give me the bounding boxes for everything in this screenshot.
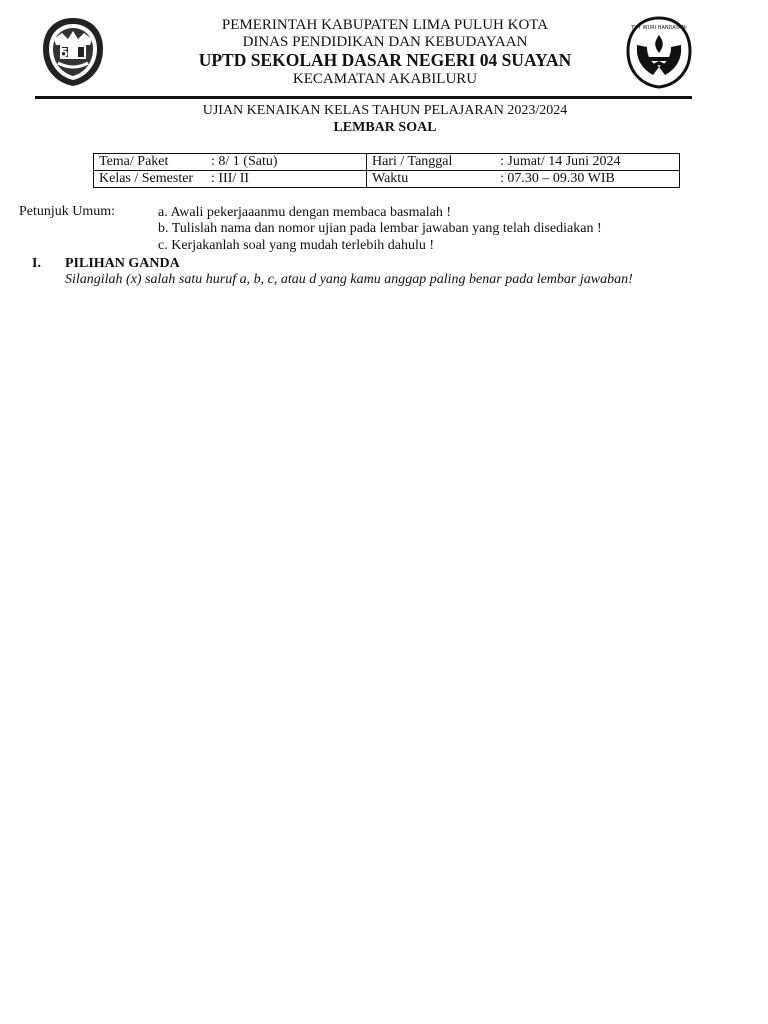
header-divider [35,96,692,99]
instruction-item: a. Awali pekerjaaanmu dengan membaca basmalah ! [158,205,451,220]
hari-label: Hari / Tanggal [372,154,453,169]
info-cell-waktu [367,171,680,188]
instruction-item: b. Tulislah nama dan nomor ujian pada lembar jawaban yang telah disediakan ! [158,221,602,236]
info-cell-kelas [94,171,367,188]
header-line-department: DINAS PENDIDIKAN DAN KEBUDAYAAN [242,34,528,50]
header-line-school: UPTD SEKOLAH DASAR NEGERI 04 SUAYAN [198,50,572,70]
instructions-label: Petunjuk Umum: [19,204,116,219]
exam-title: UJIAN KENAIKAN KELAS TAHUN PELAJARAN 2023/2024 [202,103,568,118]
header-line-district: KECAMATAN AKABILURU [292,71,478,87]
hari-value: : Jumat/ 14 Juni 2024 [500,154,621,169]
exam-info-table [93,153,680,188]
kelas-label: Kelas / Semester [99,171,194,186]
tema-label: Tema/ Paket [99,154,169,169]
instruction-item: c. Kerjakanlah soal yang mudah terlebih dahulu ! [158,238,435,253]
section-title: PILIHAN GANDA [65,256,180,271]
section-instruction: Silangilah (x) salah satu huruf a, b, c, atau d yang kamu anggap paling benar pada lembar jawaban! [65,272,633,287]
waktu-value: : 07.30 – 09.30 WIB [500,171,615,186]
tema-value: : 8/ 1 (Satu) [211,154,278,169]
section-number: I. [32,256,41,271]
exam-subtitle: LEMBAR SOAL [333,120,437,135]
header-line-government: PEMERINTAH KABUPATEN LIMA PULUH KOTA [221,17,549,33]
emblem-motto: TUT WURI HANDAYANI [631,25,687,31]
kelas-value: : III/ II [211,171,250,186]
emblem-number: 50 [60,46,77,60]
district-emblem-icon [40,15,106,89]
info-cell-tema [94,154,367,171]
info-cell-hari [367,154,680,171]
waktu-label: Waktu [372,171,409,186]
